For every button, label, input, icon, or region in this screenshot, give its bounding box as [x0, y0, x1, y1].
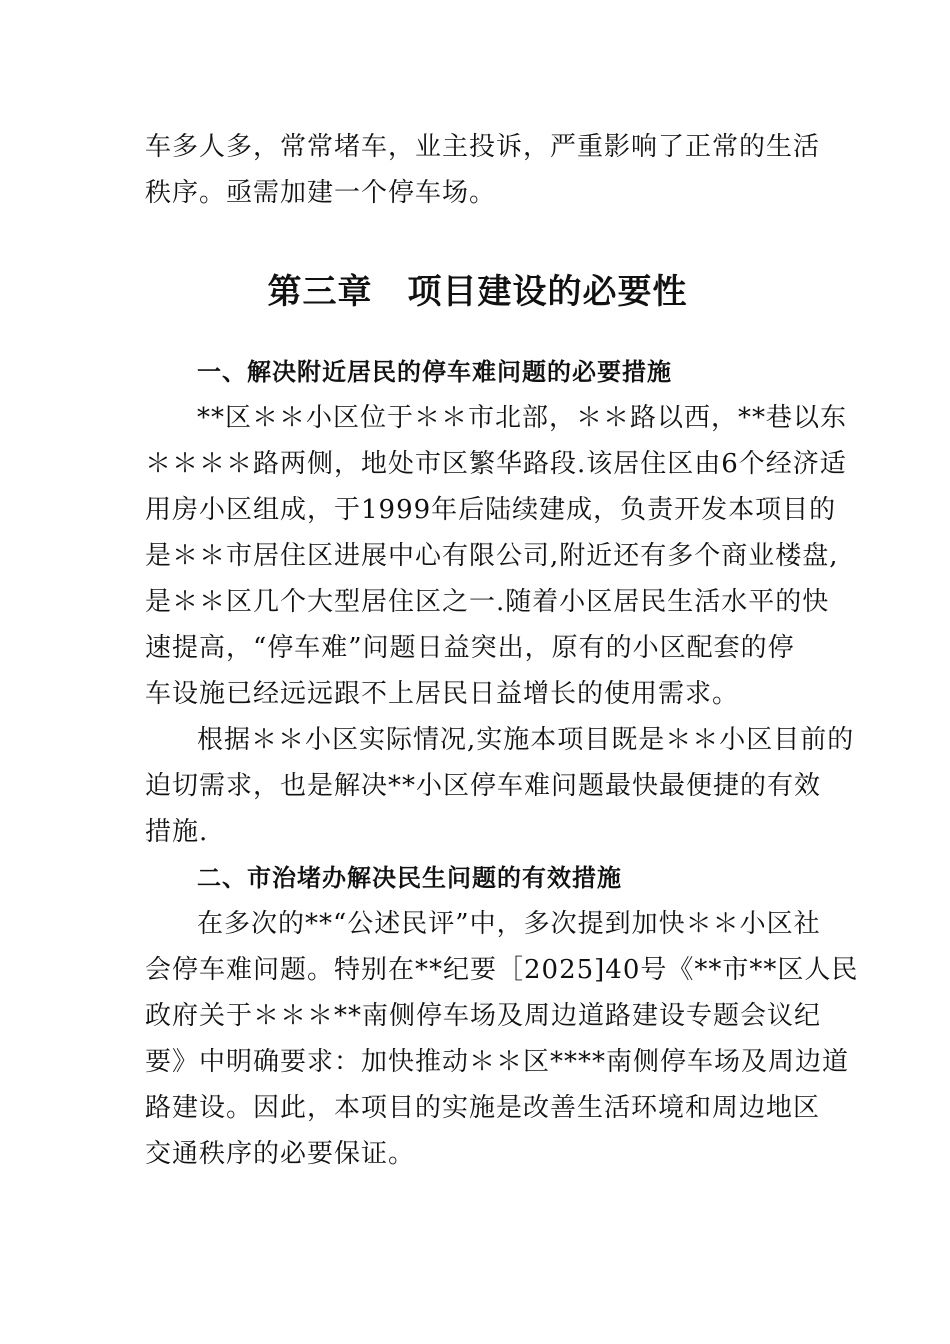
- document-body: [145, 124, 859, 1177]
- text-line: 措施.: [145, 817, 209, 847]
- chapter-title: 第三章 项目建设的必要性: [267, 272, 688, 312]
- text-line: 是＊＊区几个大型居住区之一.随着小区居民生活水平的快: [145, 587, 830, 617]
- intro-paragraph: [145, 124, 821, 216]
- text-line: **区＊＊小区位于＊＊市北部，＊＊路以西，**巷以东: [197, 403, 848, 433]
- text-line: 车多人多，常常堵车，业主投诉，严重影响了正常的生活: [145, 132, 821, 162]
- text-line: 车设施已经远远跟不上居民日益增长的使用需求。: [145, 679, 740, 709]
- text-line: ＊＊＊＊路两侧，地处市区繁华路段.该居住区由6个经济适: [145, 449, 847, 479]
- text-line: 交通秩序的必要保证。: [145, 1139, 416, 1169]
- section1-paragraph-2: [145, 717, 855, 855]
- text-line: 要》中明确要求：加快推动＊＊区****南侧停车场及周边道: [145, 1047, 850, 1077]
- section1-paragraph-1: [145, 395, 848, 717]
- text-line: 是＊＊市居住区进展中心有限公司,附近还有多个商业楼盘,: [145, 541, 839, 571]
- text-line: 路建设。因此，本项目的实施是改善生活环境和周边地区: [145, 1093, 821, 1123]
- text-line: 根据＊＊小区实际情况,实施本项目既是＊＊小区目前的: [197, 725, 855, 755]
- spacer: [145, 314, 810, 349]
- text-line: 秩序。亟需加建一个停车场。: [145, 178, 497, 208]
- text-line: 迫切需求，也是解决**小区停车难问题最快最便捷的有效: [145, 771, 822, 801]
- section-heading-1: 一、解决附近居民的停车难问题的必要措施: [197, 358, 672, 386]
- text-line: 在多次的**“公述民评”中，多次提到加快＊＊小区社: [197, 909, 821, 939]
- text-line: 用房小区组成，于1999年后陆续建成，负责开发本项目的: [145, 495, 837, 525]
- text-line: 速提高，“停车难”问题日益突出，原有的小区配套的停: [145, 633, 795, 663]
- text-line: 政府关于＊＊＊**南侧停车场及周边道路建设专题会议纪: [145, 1001, 822, 1031]
- text-line: 会停车难问题。特别在**纪要［2025]40号《**市**区人民: [145, 955, 859, 985]
- section-heading-2: 二、市治堵办解决民生问题的有效措施: [197, 864, 622, 892]
- section2-paragraph-1: [145, 901, 859, 1177]
